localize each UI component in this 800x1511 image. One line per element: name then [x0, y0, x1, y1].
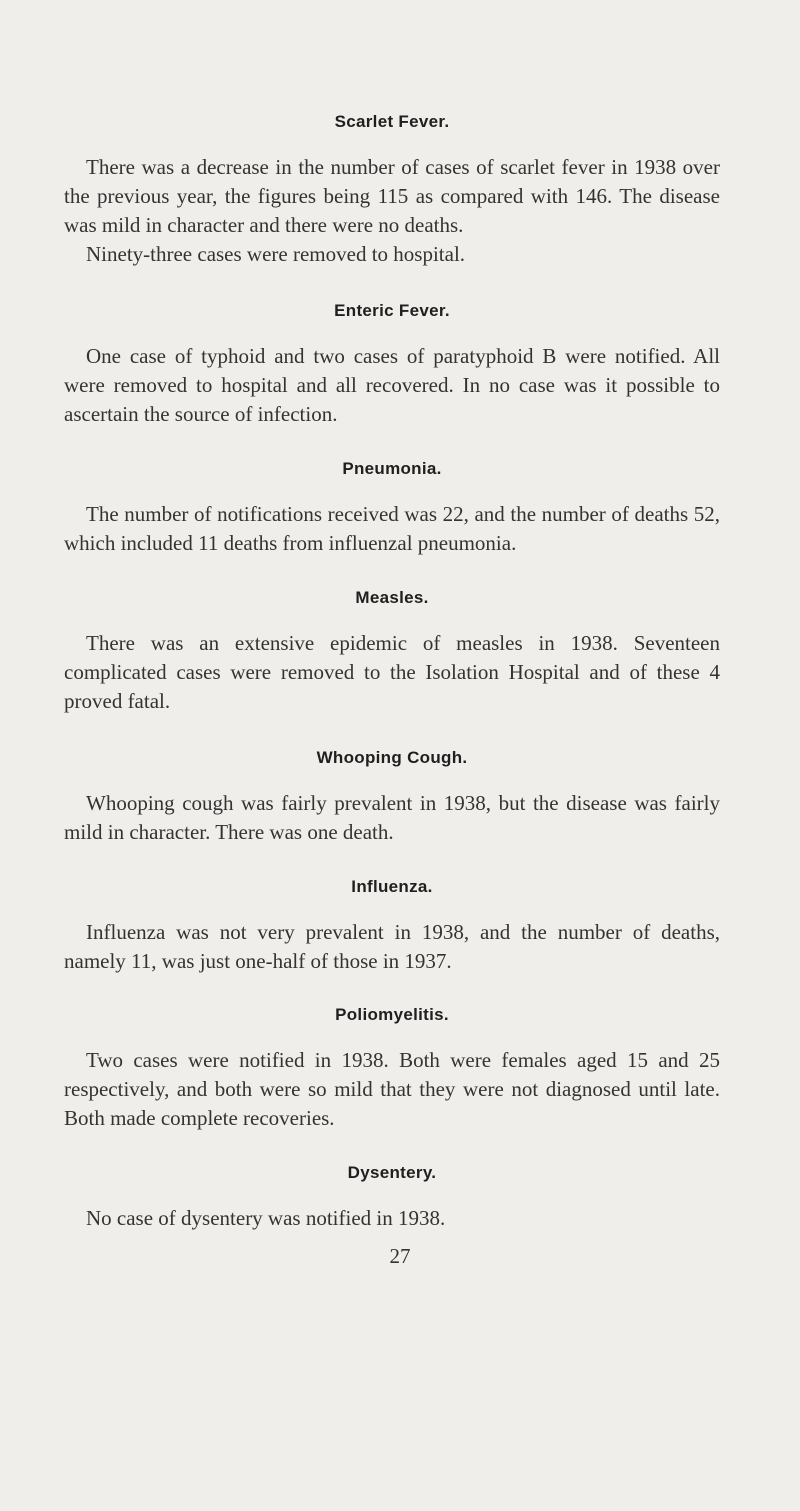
section-pneumonia [64, 459, 720, 558]
section-heading: Pneumonia. [342, 459, 442, 478]
section-influenza [64, 877, 720, 976]
section-measles [64, 588, 720, 716]
section-whooping-cough [64, 748, 720, 847]
section-heading: Whooping Cough. [316, 748, 468, 767]
paragraph: There was a decrease in the number of cases of scarlet fever in 1938 over the previous year, the figures being 115 as compared with 146. The disease was mild in character and there were no deaths. [64, 155, 720, 237]
page-number: 27 [389, 1244, 411, 1268]
section-heading: Dysentery. [347, 1163, 437, 1182]
paragraph: One case of typhoid and two cases of paratyphoid B were notified. All were removed to hospital and all recovered. In no case was it possible to ascertain the source of infection. [64, 344, 720, 426]
section-poliomyelitis [64, 1005, 720, 1133]
section-dysentery [64, 1163, 720, 1233]
section-enteric-fever [64, 301, 720, 429]
paragraph: Two cases were notified in 1938. Both were females aged 15 and 25 respectively, and both were so mild that they were not diagnosed until late. Both made complete recoveries. [64, 1048, 720, 1130]
paragraph: Ninety-three cases were removed to hospital. [86, 242, 466, 266]
paragraph: Influenza was not very prevalent in 1938, and the number of deaths, namely 11, was just one-half of those in 1937. [64, 920, 720, 973]
paragraph: There was an extensive epidemic of measles in 1938. Seventeen complicated cases were removed to the Isolation Hospital and of these 4 proved fatal. [64, 631, 720, 713]
section-heading: Poliomyelitis. [335, 1005, 449, 1024]
section-scarlet-fever [64, 112, 720, 269]
paragraph: Whooping cough was fairly prevalent in 1938, but the disease was fairly mild in character. There was one death. [64, 791, 720, 844]
paragraph: No case of dysentery was notified in 1938. [86, 1206, 446, 1230]
section-heading: Enteric Fever. [334, 301, 450, 320]
document-page [64, 100, 720, 1233]
section-heading: Measles. [355, 588, 429, 607]
section-heading: Scarlet Fever. [334, 112, 450, 131]
section-heading: Influenza. [351, 877, 433, 896]
paragraph: The number of notifications received was 22, and the number of deaths 52, which included 11 deaths from influenzal pneumonia. [64, 502, 720, 555]
